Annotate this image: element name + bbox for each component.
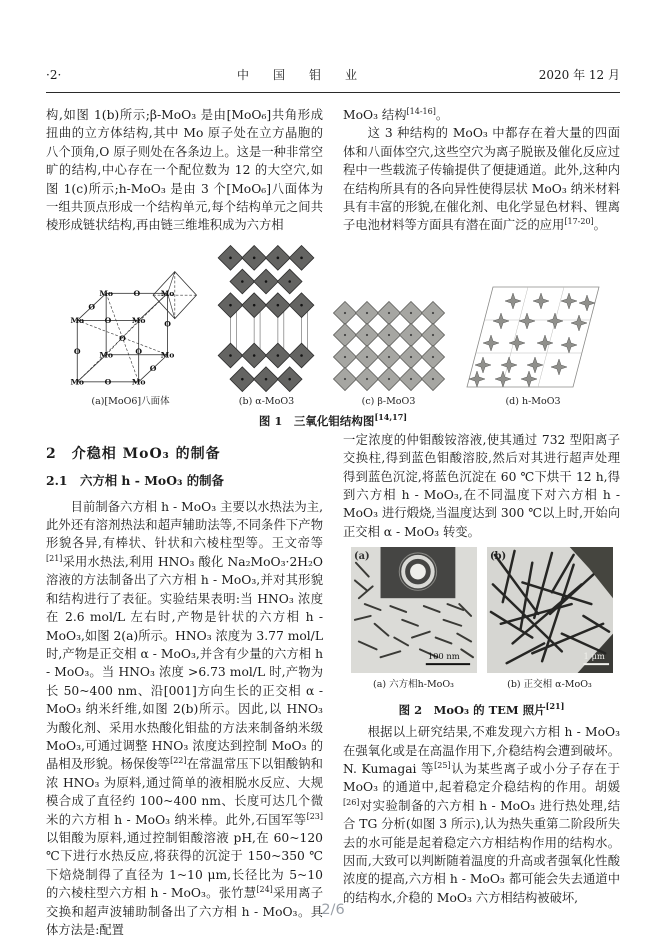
reference-marker: [22]	[170, 756, 187, 766]
figure1b-label: (b) α-MoO3	[238, 395, 295, 407]
figure1a-label: (a)[MoO6]八面体	[91, 395, 170, 407]
text-segment: 采用离子交换和超声波辅助制备出了六方相 h - MoO₃。具体方法是:配置	[46, 886, 323, 937]
figure2b-label: (b) 正交相 α-MoO₃	[507, 679, 592, 691]
figure2a-scale-text: 100 nm	[427, 651, 460, 662]
mo-atom-label: Mo	[131, 377, 145, 387]
text-segment: 图 1 三氧化钼结构图	[258, 413, 375, 428]
moo6-octahedron-diagram-icon	[61, 268, 201, 390]
right-column-text-after-figure2	[343, 723, 620, 907]
text-segment: 构,如图 1(b)所示;β-MoO₃ 是由[MoO₆]共角形成扭曲的立方体结构,其中 Mo 原子处在立方晶胞的八个顶角,O 原子则处在各条边上。这是一种非常空旷的结构,中心存在一个配位数为 12 的大空穴,如图 1(c)所示;h-MoO₃ 是由 3 个[MoO₆]八面体为一组共顶点形成一个结构单元,每个结构单元之间共棱形成链状结构,再由链三维堆积成为六方相	[46, 108, 323, 233]
section-heading: 2 介稳相 MoO₃ 的制备	[46, 445, 221, 462]
figure1d-subfigure	[461, 281, 606, 407]
figure1c-label: (c) β-MoO3	[361, 395, 416, 407]
top-left-column	[46, 106, 323, 235]
text-segment: 以钼酸为原料,通过控制钼酸溶液 pH,在 60~120 ℃下进行水热反应,将获得的沉淀于 150~350 ℃下焙烧制得了直径为 1~10 μm,长径比为 5~10 的六棱柱型六方相 h - MoO₃。张竹慧	[46, 830, 323, 901]
text-segment: 一定浓度的仲钼酸铵溶液,使其通过 732 型阳离子交换柱,得到蓝色钼酸溶胶,然后对其进行超声处理得到蓝色沉淀,将蓝色沉淀在 60 ℃下烘干 12 h,得到六方相 h - MoO₃,在不同温度下对六方相 h - MoO₃ 进行煅烧,当温度达到 300 ℃以上时,开始向正交相 α - MoO₃ 转变。	[343, 432, 620, 539]
top-text-section	[46, 106, 620, 235]
figure1-caption	[46, 413, 620, 429]
o-atom-label: O	[87, 302, 95, 312]
text-segment: 认为某些离子或小分子存在于 MoO₃ 的通道中,起着稳定介稳结构的作用。胡媛	[343, 761, 620, 795]
tem-image-h-moo3-icon	[350, 547, 478, 673]
text-segment: 目前制备六方相 h - MoO₃ 主要以水热法为主,此外还有溶剂热法和超声辅助法等,不同条件下产物形貌各异,有棒状、针状和六棱柱型等。王文帝等	[46, 499, 323, 551]
text-segment: 。	[435, 108, 449, 122]
text-segment: 这 3 种结构的 MoO₃ 中都存在着大量的四面体和八面体空穴,这些空穴为离子脱嵌及催化反应过程中一些载流子传输提供了便捷通道。此外,这种内在结构所具有的各向异性使得层状 MoO₃ 纳米材料具有丰富的形貌,在催化剂、电化学显色材料、锂离子电池材料等方面具有潜在面广泛的应用	[343, 126, 620, 233]
o-atom-label: O	[149, 363, 156, 373]
paragraph	[343, 431, 620, 541]
paragraph	[343, 723, 620, 907]
text-segment: MoO₃ 结构	[343, 108, 407, 122]
header-date: 2020 年 12 月	[538, 68, 620, 82]
figure2-images-row	[343, 547, 620, 694]
figure2a-label: (a) 六方相h-MoO₃	[373, 679, 454, 691]
page-indicator: 2/6	[321, 902, 345, 918]
tem-image-alpha-moo3-icon	[486, 547, 614, 673]
paragraph	[343, 106, 620, 124]
o-atom-label: O	[133, 288, 140, 298]
alpha-moo3-structure-icon	[217, 245, 317, 393]
figure2-caption	[343, 701, 620, 719]
right-column-text-before-figure2	[343, 431, 620, 541]
figure2b-subfigure	[486, 547, 614, 694]
header-page-number: ·2·	[46, 68, 62, 82]
mo-atom-label: Mo	[131, 315, 145, 325]
bottom-right-column	[343, 431, 620, 940]
reference-marker: [17-20]	[564, 217, 594, 227]
o-atom-label: O	[163, 319, 171, 329]
page-header	[46, 0, 620, 83]
header-divider	[46, 92, 620, 93]
top-right-column	[343, 106, 620, 235]
reference-marker: [26]	[343, 797, 360, 807]
paragraph	[46, 106, 323, 235]
o-atom-label: O	[73, 346, 81, 356]
reference-marker: [14,17]	[374, 412, 408, 423]
text-segment: 根据以上研究结果,不难发现六方相 h - MoO₃ 在强氧化或是在高温作用下,介稳结构会遭到破坏。N. Kumagai 等	[343, 725, 620, 776]
reference-marker: [24]	[256, 885, 273, 895]
figure-1	[46, 245, 620, 429]
bottom-text-section	[46, 431, 620, 940]
subsection-heading: 2.1 六方相 h - MoO₃ 的制备	[46, 473, 224, 489]
mo-atom-label: Mo	[69, 315, 84, 325]
figure1d-label: (d) h-MoO3	[505, 395, 561, 407]
figure1-images-row	[46, 245, 620, 407]
figure2b-scale-text: 1 μm	[582, 651, 605, 662]
text-segment: 图 2 MoO₃ 的 TEM 照片	[398, 702, 546, 717]
text-segment: 对实验制备的六方相 h - MoO₃ 进行热处理,结合 TG 分析(如图 3 所示),认为热失重第二阶段所失去的水可能是起着稳定六方相结构作用的结构水。因而,大致可以判断随着温度的升高或者强氧化性酸浓度的提高,六方相 h - MoO₃ 都可能会失去通道中的结构水,介稳的 MoO₃ 六方相结构被破坏,	[343, 798, 620, 905]
reference-marker: [21]	[46, 553, 63, 563]
text-segment: 。	[593, 218, 606, 233]
figure2a-subfigure	[350, 547, 478, 694]
reference-marker: [21]	[545, 700, 565, 711]
mo-atom-label: Mo	[160, 288, 174, 298]
figure-2	[343, 547, 620, 719]
figure1a-subfigure	[61, 268, 201, 407]
figure1c-subfigure	[333, 301, 445, 407]
o-atom-label: O	[104, 377, 111, 387]
mo-atom-label: Mo	[69, 377, 84, 387]
reference-marker: [23]	[306, 811, 323, 821]
figure1b-subfigure	[217, 245, 317, 407]
o-atom-label: O	[134, 346, 142, 356]
figure2b-corner-label: (b)	[489, 551, 506, 563]
o-atom-label: O	[104, 315, 111, 325]
bottom-left-column	[46, 431, 323, 940]
paragraph	[343, 124, 620, 234]
mo-atom-label: Mo	[98, 350, 113, 360]
o-atom-label: O	[118, 334, 126, 344]
reference-marker: [14-16]	[406, 106, 436, 116]
mo-atom-label: Mo	[98, 288, 113, 298]
section-body	[46, 498, 323, 940]
text-segment: 在常温常压下以钼酸钠和浓 HNO₃ 为原料,通过简单的液相脱水反应、大规模合成了直径约 100~400 nm、长度可达几个微米的六方相 h - MoO₃ 纳米棒。此外,石国军等	[46, 757, 323, 827]
mo-atom-label: Mo	[160, 350, 174, 360]
paragraph	[46, 498, 323, 940]
h-moo3-structure-icon	[461, 281, 606, 393]
beta-moo3-structure-icon	[333, 301, 445, 393]
figure2a-corner-label: (a)	[353, 551, 370, 563]
text-segment: 采用水热法,利用 HNO₃ 酸化 Na₂MoO₃·2H₂O 溶液的方法制备出了六方相 h - MoO₃,并对其形貌和结构进行了表征。实验结果表明:当 HNO₃ 浓度在 2.6 mol/L 左右时,产物是针状的六方相 h - MoO₃,如图 2(a)所示。HNO₃ 浓度为 3.77 mol/L 时,产物是正交相 α - MoO₃,并含有少量的六方相 h - MoO₃。当 HNO₃ 浓度 >6.73 mol/L 时,产物为长 50~400 nm、沿[001]方向生长的正交相 α - MoO₃ 纳米纤维,如图 2(b)所示。因此,以 HNO₃ 为酸化剂、采用水热酸化钼盐的方法来制备纳米级 MoO₃,可通过调整 HNO₃ 浓度达到控制 MoO₃ 的晶相及形貌。杨保俊等	[46, 554, 323, 772]
header-journal-title: 中 国 钼 业	[236, 68, 363, 82]
reference-marker: [25]	[434, 760, 451, 770]
